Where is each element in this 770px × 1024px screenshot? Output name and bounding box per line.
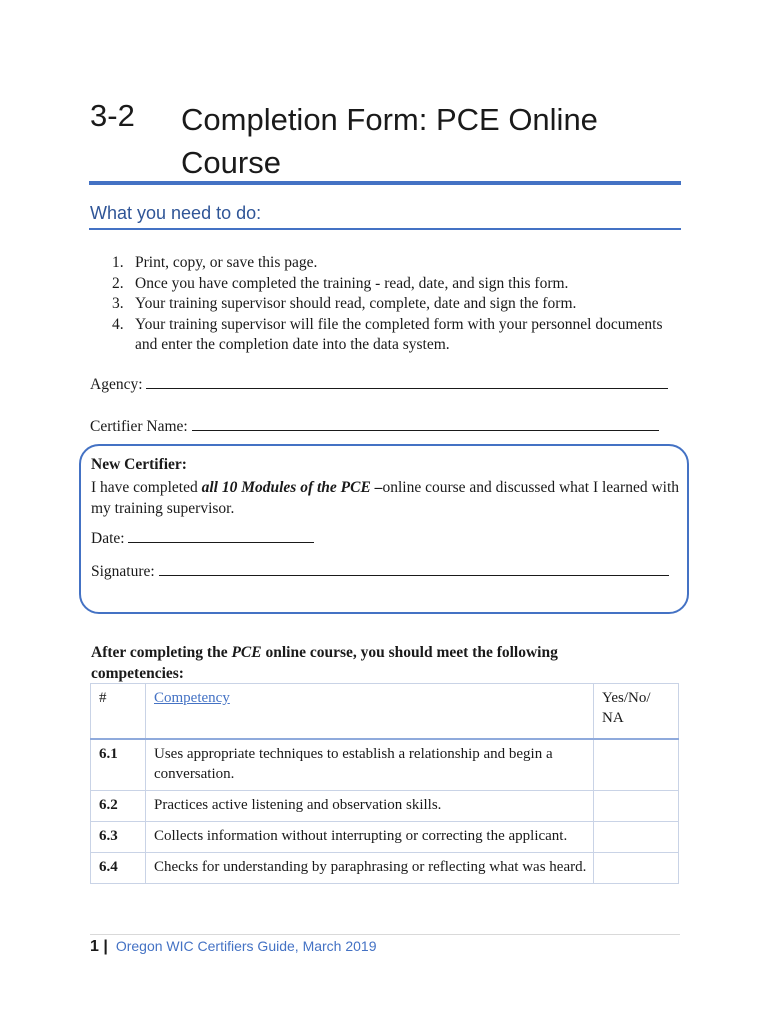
list-item — [91, 274, 681, 295]
date-label: Date: — [91, 530, 125, 547]
header-num: # — [91, 684, 146, 740]
intro-emphasis: PCE — [231, 644, 262, 661]
certifier-name-label: Certifier Name: — [90, 418, 188, 435]
certifier-name-field — [90, 416, 659, 436]
step-text: Your training supervisor will file the completed form with your personnel documents and enter the completion date into the data system. — [135, 315, 663, 353]
row-num: 6.4 — [91, 853, 146, 884]
row-num: 6.2 — [91, 791, 146, 822]
page-number-value: 1 — [90, 938, 99, 955]
step-number: 1. — [112, 254, 124, 271]
agency-label: Agency: — [90, 376, 143, 393]
intro-text: After completing the — [91, 644, 232, 661]
step-number: 4. — [112, 315, 124, 333]
section-number: 3-2 — [90, 98, 135, 133]
row-answer-cell[interactable] — [594, 739, 679, 791]
page-number — [90, 938, 108, 955]
page-title — [181, 98, 661, 184]
guide-name: Oregon WIC Certifiers Guide, March 2019 — [115, 938, 377, 954]
new-certifier-statement — [91, 477, 681, 519]
statement-text-end: online course and discussed what I learned with my training supervisor. — [91, 479, 680, 517]
title-line-2: Course — [181, 145, 281, 180]
row-num: 6.1 — [91, 739, 146, 791]
agency-field — [90, 374, 668, 394]
row-answer-cell[interactable] — [594, 853, 679, 884]
date-field — [91, 528, 314, 548]
page-footer — [90, 938, 377, 956]
header-competency — [146, 684, 594, 740]
step-text: Print, copy, or save this page. — [135, 254, 318, 271]
step-number: 3. — [112, 295, 124, 312]
agency-input-line[interactable] — [146, 374, 668, 389]
competency-table — [90, 683, 679, 884]
title-line-1: Completion Form: PCE Online — [181, 102, 598, 137]
row-competency: Collects information without interrupting or correcting the applicant. — [146, 822, 594, 853]
instructions-heading: What you need to do: — [90, 203, 262, 223]
competency-link[interactable]: Competency — [154, 690, 230, 706]
subheading-divider — [89, 228, 681, 230]
title-divider — [89, 181, 681, 185]
step-number: 2. — [112, 274, 124, 292]
instruction-list — [91, 253, 681, 356]
statement-text: I have completed — [91, 479, 202, 496]
list-item — [91, 253, 681, 274]
footer-divider — [90, 934, 680, 935]
table-row — [91, 822, 679, 853]
row-num: 6.3 — [91, 822, 146, 853]
date-input-line[interactable] — [128, 528, 314, 543]
row-answer-cell[interactable] — [594, 791, 679, 822]
row-competency: Practices active listening and observation skills. — [146, 791, 594, 822]
signature-input-line[interactable] — [159, 561, 669, 576]
list-item — [91, 315, 681, 356]
step-text: Your training supervisor should read, complete, date and sign the form. — [135, 295, 577, 312]
step-text: Once you have completed the training - read, date, and sign this form. — [135, 274, 569, 292]
signature-field — [91, 561, 669, 581]
row-competency: Checks for understanding by paraphrasing or reflecting what was heard. — [146, 853, 594, 884]
row-competency: Uses appropriate techniques to establish a relationship and begin a conversation. — [146, 739, 594, 791]
signature-label: Signature: — [91, 563, 155, 580]
list-item — [91, 294, 681, 315]
competencies-intro — [91, 642, 651, 684]
footer-separator: | — [103, 938, 108, 955]
header-yes-no: Yes/No/ NA — [594, 684, 679, 740]
table-row — [91, 853, 679, 884]
new-certifier-heading: New Certifier: — [91, 456, 187, 473]
certifier-name-input-line[interactable] — [192, 416, 659, 431]
row-answer-cell[interactable] — [594, 822, 679, 853]
table-header-row — [91, 684, 679, 740]
intro-text-end: online course, you should meet the following competencies: — [91, 644, 558, 682]
table-row — [91, 739, 679, 791]
table-row — [91, 791, 679, 822]
statement-emphasis: all 10 Modules of the PCE – — [201, 479, 383, 496]
